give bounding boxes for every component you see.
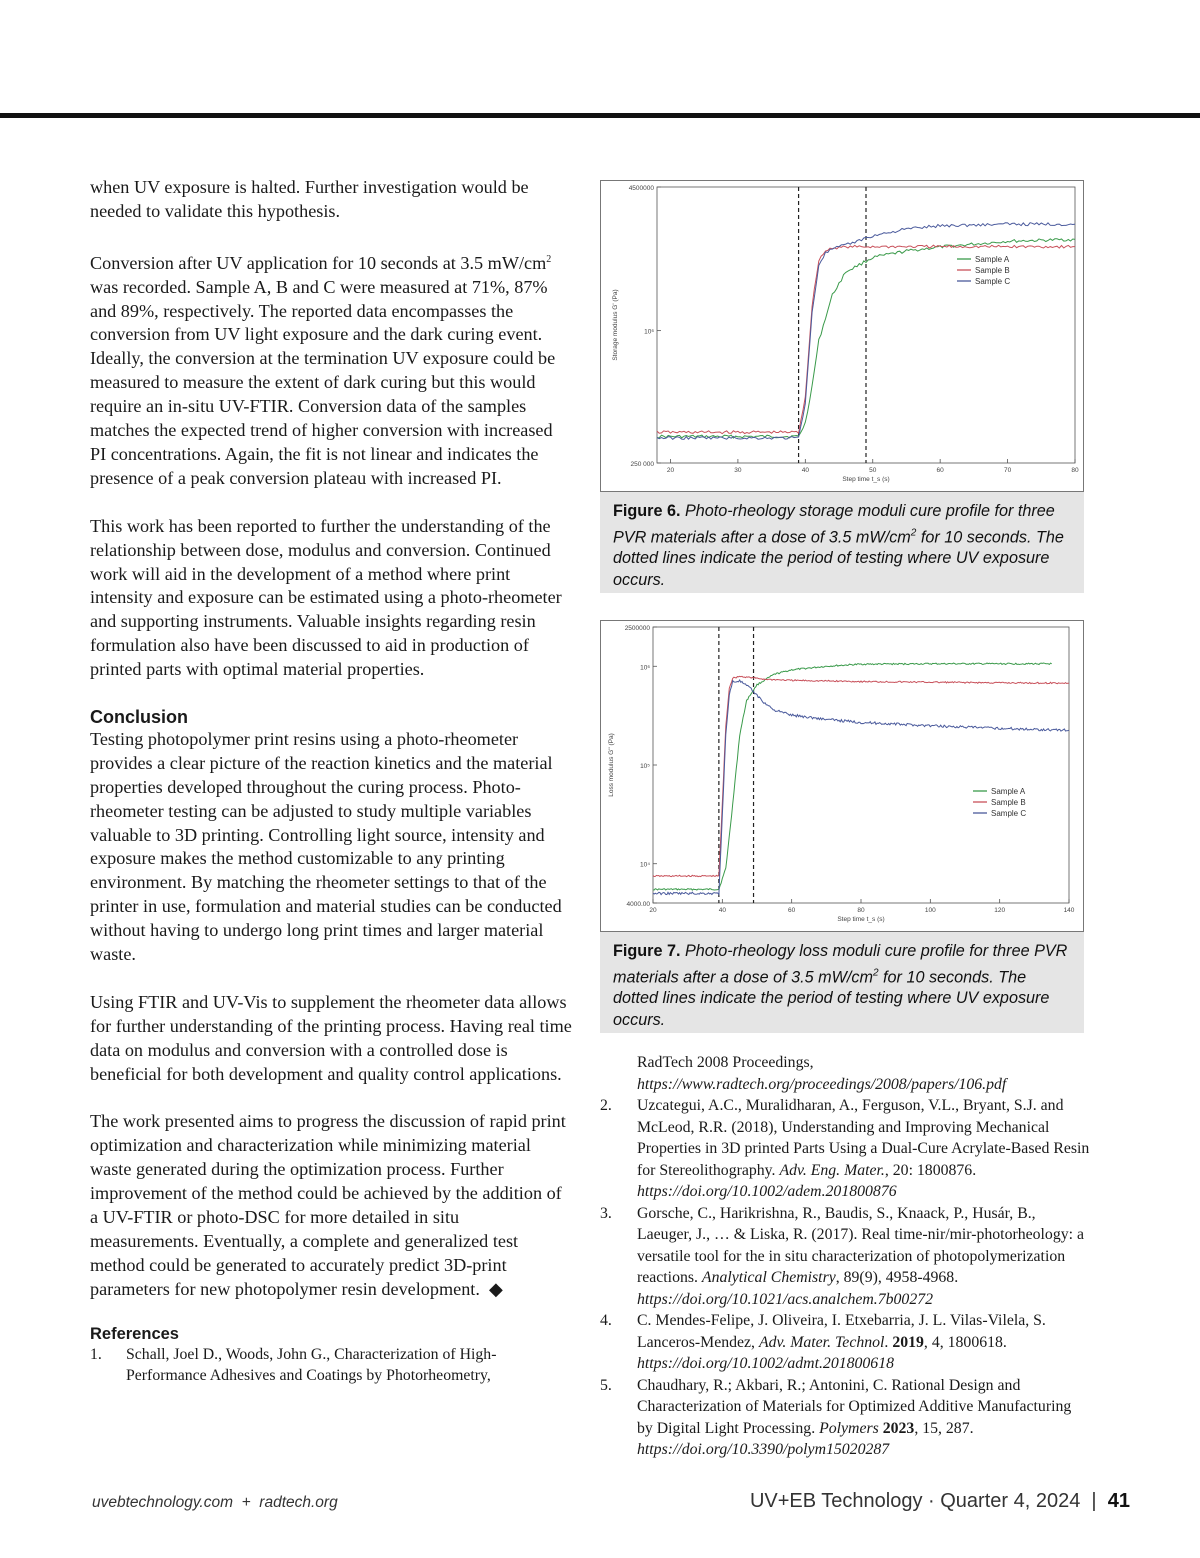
end-mark-icon: ◆ [489, 1278, 503, 1299]
reference-text: Uzcategui, A.C., Muralidharan, A., Ferguson, V.L., Bryant, S.J. and McLeod, R.R. (2018), Understanding and Improving Mechanical Properties in 3D printed Parts Using a Dual-Cure Acrylate-Based Resin for Stereolithography. [637, 1097, 1090, 1179]
reference-3: 3. Gorsche, C., Harikrishna, R., Baudis, S., Knaack, P., Husár, B., Laeuger, J., … & Liska, R. (2017). Real time-nir/mir-photorheology: a versatile tool for the in situ characterization of photopolymerization reactions. Analytical Chemistry, 89(9), 4958-4968. https://doi.org/10.1021/acs.analchem.7b00272 [600, 1203, 1090, 1311]
x-tick-label: 120 [994, 907, 1006, 914]
reference-text: C. Mendes-Felipe, J. Oliveira, I. Etxebarria, J. L. Vilas-Vilela, S. Lanceros-Mendez, [637, 1312, 1046, 1351]
legend-label: Sample B [991, 798, 1026, 807]
figure-7-plot [600, 620, 1084, 932]
footer-title: UV+EB Technology · Quarter 4, 2024 | [749, 1490, 1108, 1512]
storage-modulus-chart [601, 181, 1083, 491]
y-tick-label: 10⁶ [640, 664, 650, 672]
x-axis-label: Step time t_s (s) [842, 476, 890, 483]
reference-number: 4. [600, 1312, 612, 1329]
x-tick-label: 40 [801, 467, 809, 474]
footer-websites[interactable]: uvebtechnology.com + radtech.org [92, 1494, 338, 1511]
x-tick-label: 40 [718, 907, 726, 914]
reference-link[interactable]: https://doi.org/10.1002/adem.201800876 [637, 1183, 897, 1200]
reference-journal: Polymers [819, 1419, 879, 1437]
reference-year: 2019 [892, 1333, 924, 1351]
conclusion-heading: Conclusion [90, 706, 188, 727]
reference-1-continued [600, 1052, 1090, 1095]
figure-6-plot [600, 180, 1084, 492]
reference-number: 2. [600, 1097, 612, 1114]
reference-number: 3. [600, 1204, 612, 1222]
x-tick-label: 60 [788, 907, 796, 914]
x-axis-label: Step time t_s (s) [837, 916, 885, 923]
figure-6-caption [600, 492, 1084, 593]
reference-link[interactable]: https://doi.org/10.1002/admt.201800618 [637, 1355, 894, 1372]
paragraph-2 [90, 248, 572, 491]
reference-4: 4. C. Mendes-Felipe, J. Oliveira, I. Etxebarria, J. L. Vilas-Vilela, S. Lanceros-Mendez, Adv. Mater. Technol. 2019, 4, 1800618. https://doi.org/10.1002/admt.201800618 [600, 1310, 1090, 1375]
y-tick-label: 2500000 [624, 625, 650, 632]
legend-label: Sample C [975, 277, 1011, 286]
series-line-sample-a [653, 663, 1052, 890]
x-tick-label: 20 [649, 907, 657, 914]
reference-link[interactable]: https://doi.org/10.1021/acs.analchem.7b00272 [637, 1290, 934, 1308]
paragraph-4: Testing photopolymer print resins using a photo-rheometer provides a clear picture of the reaction kinetics and the material properties developed throughout the curing process. Photo-rheometer testing can be adjusted to study multiple variables valuable to 3D printing. Controlling light source, intensity and exposure makes the method customizable to any printing environment. By matching the rheometer settings to that of the printer in use, formulation and material studies can be conducted without having to undergo long print times and larger material waste. [90, 728, 562, 965]
paragraph-6-text: The work presented aims to progress the discussion of rapid print optimization and characterization while minimizing material waste generated during the optimization process. Further improvement of the method could be achieved by the addition of a UV-FTIR or photo-DSC for more detailed in situ measurements. Eventually, a complete and generalized test method could be generated to accurately predict 3D-print parameters for new photopolymer resin development. [90, 1111, 566, 1299]
left-column [90, 176, 572, 1387]
reference-journal: Adv. Eng. Mater. [779, 1161, 885, 1179]
top-rule [0, 113, 1200, 118]
reference-number: 1. [90, 1345, 102, 1363]
reference-link[interactable]: https://www.radtech.org/proceedings/2008/papers/106.pdf [637, 1075, 1007, 1093]
page-number: 41 [1107, 1490, 1130, 1512]
x-tick-label: 80 [857, 907, 865, 914]
legend-label: Sample B [975, 266, 1010, 275]
reference-year: 2023 [882, 1419, 915, 1437]
references-continued [600, 1052, 1090, 1461]
superscript: 2 [873, 967, 879, 979]
reference-text: Chaudhary, R.; Akbari, R.; Antonini, C. Rational Design and Characterization of Materials for Optimized Additive Manufacturing by Digital Light Processing. [637, 1376, 1072, 1437]
superscript: 2 [546, 253, 552, 265]
paragraph-2-part-a: Conversion after UV application for 10 seconds at 3.5 mW/cm [90, 252, 547, 273]
x-tick-label: 70 [1003, 467, 1012, 474]
x-tick-label: 100 [924, 907, 936, 914]
y-tick-label: 4000.00 [626, 901, 650, 908]
plot-frame [653, 627, 1069, 903]
figure-7-caption-a: Photo-rheology loss moduli cure profile for three PVR materials after a dose of 3.5 mW/cm [613, 942, 1068, 986]
reference-text: RadTech 2008 Proceedings, [637, 1054, 814, 1071]
figure-6-caption-a: Photo-rheology storage moduli cure profile for three PVR materials after a dose of 3.5 mW/cm [613, 502, 1055, 546]
reference-2: 2. Uzcategui, A.C., Muralidharan, A., Ferguson, V.L., Bryant, S.J. and McLeod, R.R. (2018), Understanding and Improving Mechanical Properties in 3D printed Parts Using a Dual-Cure Acrylate-Based Resin for Stereolithography. Adv. Eng. Mater., 20: 1800876. https://doi.org/10.1002/adem.201800876 [600, 1095, 1090, 1203]
figure-7-caption [600, 932, 1084, 1033]
y-tick-label: 10⁵ [640, 763, 650, 770]
legend-label: Sample A [975, 255, 1010, 264]
x-tick-label: 20 [666, 467, 675, 474]
y-tick-label: 4500000 [628, 185, 654, 192]
paragraph-6 [90, 1110, 572, 1301]
reference-text: Schall, Joel D., Woods, John G., Characterization of High-Performance Adhesives and Coatings by Photorheometry, [126, 1345, 497, 1385]
figure-7-caption-b: for 10 seconds. The dotted lines indicate the period of testing where UV exposure occurs. [613, 967, 1050, 1029]
loss-modulus-chart [601, 621, 1083, 931]
reference-journal: Adv. Mater. Technol [758, 1333, 885, 1351]
x-tick-label: 140 [1063, 907, 1075, 914]
legend-label: Sample A [991, 787, 1026, 796]
x-tick-label: 50 [869, 467, 877, 474]
reference-number: 5. [600, 1376, 612, 1394]
footer-publication [750, 1490, 1130, 1513]
superscript: 2 [910, 527, 917, 539]
y-axis-label: Storage modulus G' (Pa) [612, 289, 619, 361]
figure-6-caption-b: for 10 seconds. The dotted lines indicate the period of testing where UV exposure occurs. [613, 527, 1064, 589]
figure-7-label: Figure 7. [613, 942, 681, 960]
x-tick-label: 30 [734, 467, 742, 474]
x-tick-label: 60 [936, 467, 944, 474]
legend-label: Sample C [991, 809, 1027, 818]
reference-5: 5. Chaudhary, R.; Akbari, R.; Antonini, C. Rational Design and Characterization of Materials for Optimized Additive Manufacturing by Digital Light Processing. Polymers 2023, 15, 287. https://doi.org/10.3390/polym15020287 [600, 1375, 1090, 1461]
reference-link[interactable]: https://doi.org/10.3390/polym15020287 [637, 1441, 890, 1458]
paragraph-3: This work has been reported to further the understanding of the relationship between dose, modulus and conversion. Continued work will aid in the development of a method where print intensity and exposure can be estimated using a photo-rheometer and supporting instruments. Valuable insights regarding resin formulation also have been discussed to aid in production of printed parts with optimal material properties. [90, 515, 562, 680]
series-line-sample-a [657, 239, 1075, 438]
paragraph-5: Using FTIR and UV-Vis to supplement the rheometer data allows for further understanding of the printing process. Having real time data on modulus and conversion with a controlled dose is beneficial for both development and quality control applications. [90, 991, 572, 1084]
reference-1 [90, 1344, 572, 1387]
reference-text: Gorsche, C., Harikrishna, R., Baudis, S., Knaack, P., Husár, B., Laeuger, J., … & Liska, R. (2017). Real time-nir/mir-photorheology: a versatile tool for the in situ characterization of photopolymerization reactions. [637, 1204, 1084, 1286]
reference-journal: Analytical Chemistry [701, 1269, 836, 1286]
y-axis-label: Loss modulus G'' (Pa) [608, 733, 615, 797]
paragraph-2-part-b: was recorded. Sample A, B and C were measured at 71%, 87% and 89%, respectively. The reported data encompasses the conversion from UV light exposure and the dark curing event. Ideally, the conversion at the termination UV exposure could be measured to measure the extent of dark curing but this would require an in-situ UV-FTIR. Conversion data of the samples matches the expected trend of higher conversion with increased PI concentrations. Again, the fit is not linear and indicates the presence of a peak conversion plateau with increased PI. [90, 276, 556, 488]
paragraph-1: when UV exposure is halted. Further investigation would be needed to validate this hypothesis. [90, 177, 529, 221]
references-heading: References [90, 1324, 179, 1343]
y-tick-label: 10⁶ [644, 328, 654, 336]
y-tick-label: 10⁴ [639, 861, 650, 869]
figure-6-label: Figure 6. [613, 502, 681, 520]
y-tick-label: 250 000 [630, 461, 654, 468]
x-tick-label: 80 [1071, 467, 1079, 474]
series-line-sample-b [653, 676, 1069, 876]
